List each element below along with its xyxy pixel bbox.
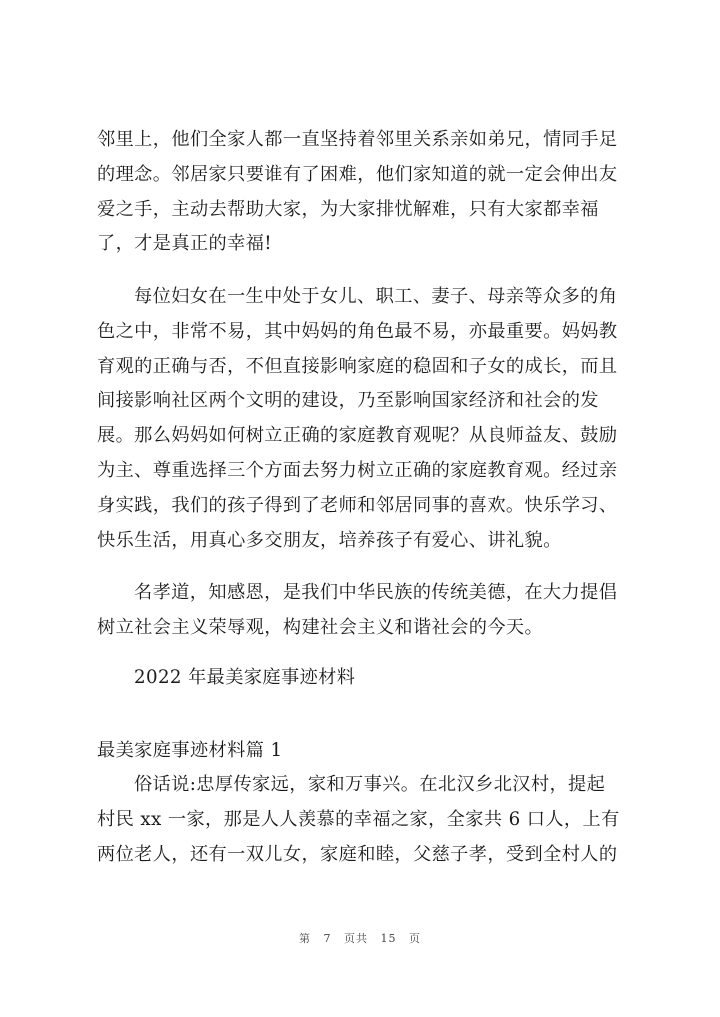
text-line: 了，才是真正的幸福!	[97, 233, 272, 255]
text-line: 身实践，我们的孩子得到了老师和邻居同事的喜欢。快乐学习、	[97, 494, 618, 516]
paragraph-family-story	[97, 768, 637, 872]
page-footer	[0, 930, 720, 946]
text-line: 色之中，非常不易，其中妈妈的角色最不易，亦最重要。妈妈教	[97, 320, 618, 342]
page-label-prefix: 第	[299, 932, 311, 945]
current-page-number: 7	[323, 932, 332, 945]
section-heading: 最美家庭事迹材料篇 1	[97, 740, 283, 761]
text-line: 两位老人，还有一双儿女，家庭和睦，父慈子孝，受到全村人的	[97, 843, 618, 865]
subtitle: 2022 年最美家庭事迹材料	[134, 667, 356, 688]
text-line: 村民 xx 一家，那是人人羡慕的幸福之家，全家共 6 口人，上有	[97, 808, 620, 830]
text-line: 树立社会主义荣辱观，构建社会主义和谐社会的今天。	[97, 616, 544, 638]
page-label-suffix: 页	[409, 932, 421, 945]
text-line: 每位妇女在一生中处于女儿、职工、妻子、母亲等众多的角	[134, 286, 618, 307]
text-line: 邻里上，他们全家人都一直坚持着邻里关系亲如弟兄，情同手足	[97, 129, 618, 150]
total-pages-number: 15	[380, 932, 397, 945]
text-line: 俗话说:忠厚传家远，家和万事兴。在北汉乡北汉村，提起	[134, 774, 606, 795]
page-label-mid: 页共	[344, 932, 368, 945]
text-line: 为主、尊重选择三个方面去努力树立正确的家庭教育观。经过亲	[97, 459, 618, 481]
paragraph-filial-piety	[97, 576, 637, 646]
paragraph-neighbors	[97, 123, 637, 262]
text-line: 的理念。邻居家只要谁有了困难，他们家知道的就一定会伸出友	[97, 163, 618, 185]
text-line: 育观的正确与否，不但直接影响家庭的稳固和子女的成长，而且	[97, 355, 618, 377]
text-line: 爱之手，主动去帮助大家，为大家排忧解难，只有大家都幸福	[97, 198, 599, 220]
text-line: 展。那么妈妈如何树立正确的家庭教育观呢？从良师益友、鼓励	[97, 425, 618, 447]
text-line: 名孝道，知感恩，是我们中华民族的传统美德，在大力提倡	[134, 582, 618, 603]
text-line: 快乐生活，用真心多交朋友，培养孩子有爱心、讲礼貌。	[97, 529, 562, 551]
paragraph-mothers-role	[97, 280, 637, 558]
text-line: 间接影响社区两个文明的建设，乃至影响国家经济和社会的发	[97, 390, 599, 412]
